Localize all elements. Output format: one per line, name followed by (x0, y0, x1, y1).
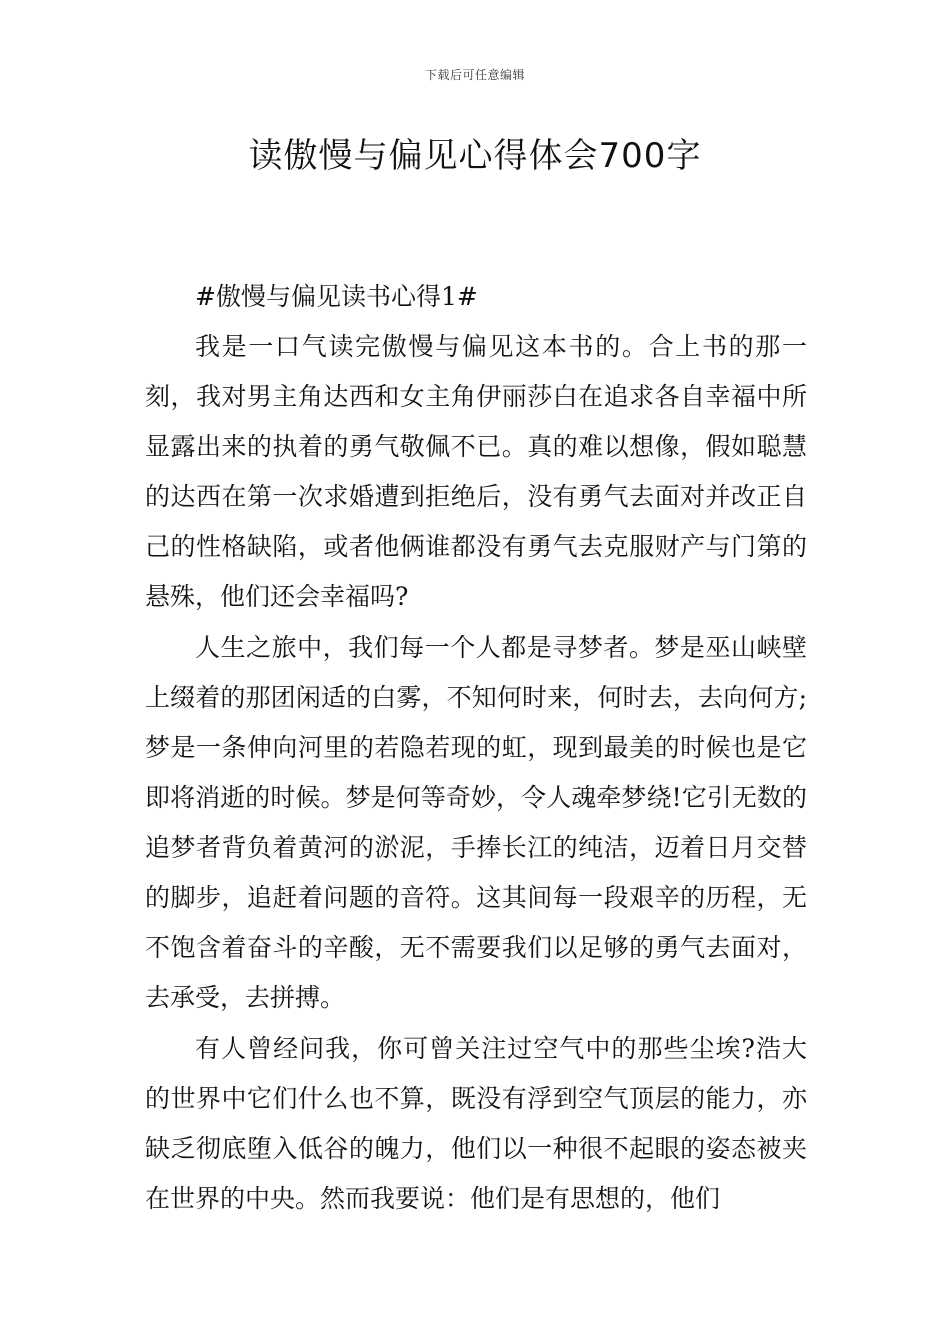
document-body (145, 272, 807, 1225)
paragraph-3: 有人曾经问我，你可曾关注过空气中的那些尘埃?浩大的世界中它们什么也不算，既没有浮到空气顶层的能力，亦缺乏彻底堕入低谷的魄力，他们以一种很不起眼的姿态被夹在世界的中央。然而我要说：他们是有思想的，他们 (145, 1034, 807, 1213)
paragraph-2: 人生之旅中，我们每一个人都是寻梦者。梦是巫山峡壁上缀着的那团闲适的白雾，不知何时来，何时去，去向何方;梦是一条伸向河里的若隐若现的虹，现到最美的时候也是它即将消逝的时候。梦是何等奇妙，令人魂牵梦绕!它引无数的追梦者背负着黄河的淤泥，手捧长江的纯洁，迈着日月交替的脚步，追赶着问题的音符。这其间每一段艰辛的历程，无不饱含着奋斗的辛酸，无不需要我们以足够的勇气去面对，去承受，去拼搏。 (145, 633, 807, 1012)
document-title: 读傲慢与偏见心得体会700字 (248, 136, 702, 176)
section-heading: #傲慢与偏见读书心得1# (195, 282, 478, 311)
paragraph-1: 我是一口气读完傲慢与偏见这本书的。合上书的那一刻，我对男主角达西和女主角伊丽莎白在追求各自幸福中所显露出来的执着的勇气敬佩不已。真的难以想像，假如聪慧的达西在第一次求婚遭到拒绝后，没有勇气去面对并改正自己的性格缺陷，或者他俩谁都没有勇气去克服财产与门第的悬殊，他们还会幸福吗? (145, 332, 807, 611)
header-note: 下载后可任意编辑 (424, 68, 525, 82)
